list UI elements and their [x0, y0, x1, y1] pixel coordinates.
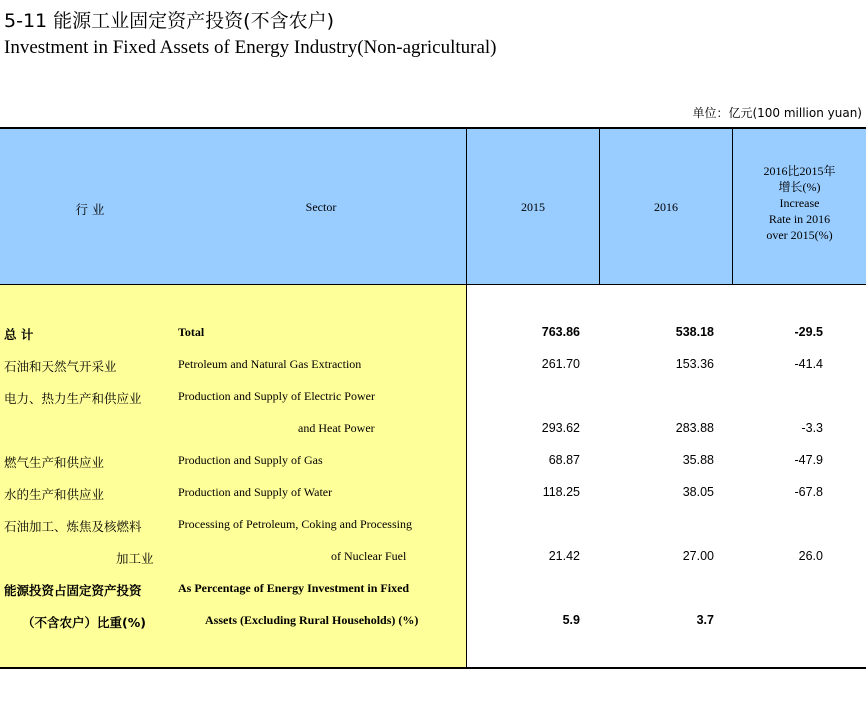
- row-percentage-cn-cont: （不含农户）比重(%): [22, 615, 146, 630]
- row-gas-rate: -47.9: [794, 453, 823, 467]
- row-petroleum-rate: -41.4: [794, 357, 823, 371]
- header-increase-line: 增长(%): [778, 180, 821, 194]
- row-total-en: Total: [178, 325, 205, 339]
- row-percentage-en: As Percentage of Energy Investment in Fixed: [178, 581, 410, 595]
- row-gas-2016: 35.88: [682, 453, 714, 467]
- header-sector-en: Sector: [305, 200, 337, 214]
- row-petroleum-en: Petroleum and Natural Gas Extraction: [178, 357, 362, 371]
- row-petroleum-2015: 261.70: [541, 357, 580, 371]
- header-increase-line: over 2015(%): [766, 228, 833, 242]
- row-electric-en: Production and Supply of Electric Power: [178, 389, 375, 403]
- unit-label: 单位：亿元(100 million yuan): [692, 106, 862, 120]
- row-percentage-en-cont: Assets (Excluding Rural Households) (%): [205, 613, 419, 627]
- row-water-rate: -67.8: [794, 485, 823, 499]
- row-water-2015: 118.25: [542, 485, 580, 499]
- row-electric-rate: -3.3: [801, 421, 823, 435]
- row-gas-2015: 68.87: [548, 453, 580, 467]
- sector-column-highlight: [0, 285, 466, 667]
- row-percentage-2015: 5.9: [562, 613, 580, 627]
- row-processing-2016: 27.00: [682, 549, 714, 563]
- row-total-2015: 763.86: [541, 325, 580, 339]
- header-increase-line: Rate in 2016: [768, 212, 831, 226]
- row-total-rate: -29.5: [794, 325, 823, 339]
- row-water-cn: 水的生产和供应业: [4, 487, 105, 502]
- header-increase-line: Increase: [779, 196, 820, 210]
- row-electric-2016: 283.88: [675, 421, 714, 435]
- row-gas-en: Production and Supply of Gas: [178, 453, 323, 467]
- row-processing-cn-cont: 加工业: [116, 551, 154, 566]
- bottom-rule: [0, 667, 866, 669]
- row-processing-en: Processing of Petroleum, Coking and Processing: [178, 517, 412, 531]
- header-rule: [0, 284, 866, 285]
- row-processing-en-cont: of Nuclear Fuel: [331, 549, 407, 563]
- row-water-en: Production and Supply of Water: [178, 485, 333, 499]
- top-rule: [0, 127, 866, 129]
- table-title-cn: 5-11 能源工业固定资产投资(不含农户): [4, 10, 334, 32]
- row-percentage-2016: 3.7: [696, 613, 714, 627]
- table-title-en: Investment in Fixed Assets of Energy Industry(Non-agricultural): [4, 37, 497, 58]
- row-electric-cn: 电力、热力生产和供应业: [4, 391, 142, 406]
- row-gas-cn: 燃气生产和供应业: [4, 455, 105, 470]
- row-processing-cn: 石油加工、炼焦及核燃料: [4, 519, 142, 534]
- row-total-2016: 538.18: [675, 325, 714, 339]
- row-electric-2015: 293.62: [541, 421, 580, 435]
- row-petroleum-2016: 153.36: [675, 357, 714, 371]
- header-industry-cn: 行 业: [75, 202, 105, 217]
- row-water-2016: 38.05: [682, 485, 714, 499]
- row-total-cn: 总 计: [4, 327, 34, 342]
- row-electric-en-cont: and Heat Power: [298, 421, 375, 435]
- row-petroleum-cn: 石油和天然气开采业: [4, 359, 117, 374]
- row-percentage-cn: 能源投资占固定资产投资: [4, 583, 142, 598]
- row-processing-rate: 26.0: [798, 549, 823, 563]
- header-year-2016: 2016: [654, 200, 678, 214]
- row-processing-2015: 21.42: [548, 549, 580, 563]
- header-increase-line: 2016比2015年: [763, 164, 836, 178]
- header-year-2015: 2015: [521, 200, 545, 214]
- header-increase-rate: [733, 163, 866, 243]
